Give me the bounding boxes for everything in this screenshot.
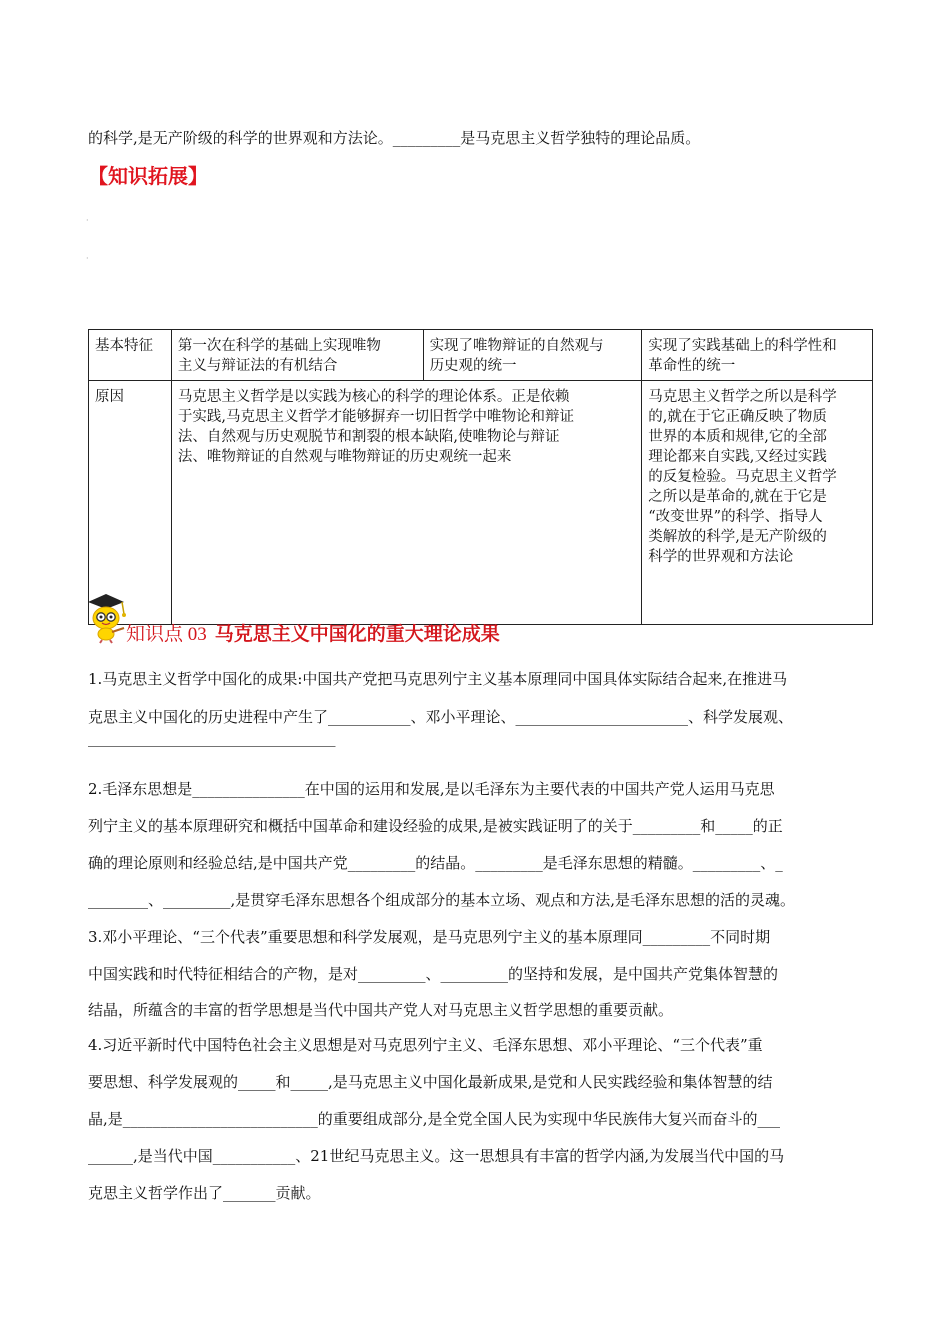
- knowledge-point-number: 知识点 03: [126, 624, 207, 645]
- knowledge-point-text: 马克思主义中国化的重大理论成果: [214, 623, 500, 645]
- knowledge-point-header: [84, 592, 684, 645]
- features-table: [88, 329, 873, 625]
- paragraph-line: 克思主义中国化的历史进程中产生了___________、邓小平理论、_______________________、科学发展观、: [88, 708, 794, 726]
- row-label-features: 基本特征: [89, 330, 172, 381]
- paragraph-line: ________、_________,是贯穿毛泽东思想各个组成部分的基本立场、观点和方法,是毛泽东思想的活的灵魂。: [88, 891, 796, 909]
- reason-cell: 马克思主义哲学是以实践为核心的科学的理论体系。正是依赖 于实践,马克思主义哲学才能够摒弃一切旧哲学中唯物论和辩证 法、自然观与历史观脱节和割裂的根本缺陷,使唯物论与辩证 法、唯物辩证的自然观与唯物辩证的历史观统一起来: [171, 381, 641, 625]
- table-row: [89, 330, 873, 381]
- table-row: [89, 381, 873, 625]
- knowledge-point-title: [126, 619, 500, 646]
- scholar-mascot-icon: [84, 592, 130, 644]
- paragraph-line: 4.习近平新时代中国特色社会主义思想是对马克思列宁主义、毛泽东思想、邓小平理论、“三个代表”重: [88, 1036, 763, 1054]
- paragraph-line: 1.马克思主义哲学中国化的成果:中国共产党把马克思列宁主义基本原理同中国具体实际结合起来,在推进马: [88, 670, 788, 688]
- feature-cell: 实现了实践基础上的科学性和 革命性的统一: [642, 330, 873, 381]
- feature-cell: 第一次在科学的基础上实现唯物 主义与辩证法的有机结合: [171, 330, 423, 381]
- feature-cell: 实现了唯物辩证的自然观与 历史观的统一: [423, 330, 642, 381]
- paragraph-line: 2.毛泽东思想是_______________在中国的运用和发展,是以毛泽东为主要代表的中国共产党人运用马克思: [88, 780, 775, 798]
- paragraph-line: 列宁主义的基本原理研究和概括中国革命和建设经验的成果,是被实践证明了的关于_________和_____的正: [88, 817, 783, 835]
- paragraph-line: _________________________________: [88, 729, 336, 747]
- paragraph-line: 结晶，所蕴含的丰富的哲学思想是当代中国共产党人对马克思主义哲学思想的重要贡献。: [88, 1001, 674, 1019]
- paragraph-line: 要思想、科学发展观的_____和_____,是马克思主义中国化最新成果,是党和人民实践经验和集体智慧的结: [88, 1073, 773, 1091]
- paragraph-line: 晶,是__________________________的重要组成部分,是全党全国人民为实现中华民族伟大复兴而奋斗的___: [88, 1110, 781, 1128]
- top-text-line: 的科学,是无产阶级的科学的世界观和方法论。_________是马克思主义哲学独特的理论品质。: [88, 129, 701, 147]
- knowledge-expansion-heading: 【知识拓展】: [88, 164, 208, 188]
- row-label-reason: 原因: [89, 381, 172, 625]
- marker-dot: ·: [86, 254, 89, 263]
- marker-dot: ·: [86, 216, 89, 225]
- paragraph-line: 确的理论原则和经验总结,是中国共产党_________的结晶。_________是毛泽东思想的精髓。_________、_: [88, 854, 783, 872]
- paragraph-line: 克思主义哲学作出了_______贡献。: [88, 1184, 321, 1202]
- paragraph-line: 3.邓小平理论、“三个代表”重要思想和科学发展观，是马克思列宁主义的基本原理同_________不同时期: [88, 928, 771, 946]
- paragraph-line: 中国实践和时代特征相结合的产物，是对_________、_________的坚持和发展，是中国共产党集体智慧的: [88, 965, 779, 983]
- reason-cell: 马克思主义哲学之所以是科学 的,就在于它正确反映了物质 世界的本质和规律,它的全部 理论都来自实践,又经过实践 的反复检验。马克思主义哲学 之所以是革命的,就在于它是 “改变世界”的科学、指导人 类解放的科学,是无产阶级的 科学的世界观和方法论: [642, 381, 873, 625]
- paragraph-line: ______,是当代中国___________、21世纪马克思主义。这一思想具有丰富的哲学内涵,为发展当代中国的马: [88, 1147, 785, 1165]
